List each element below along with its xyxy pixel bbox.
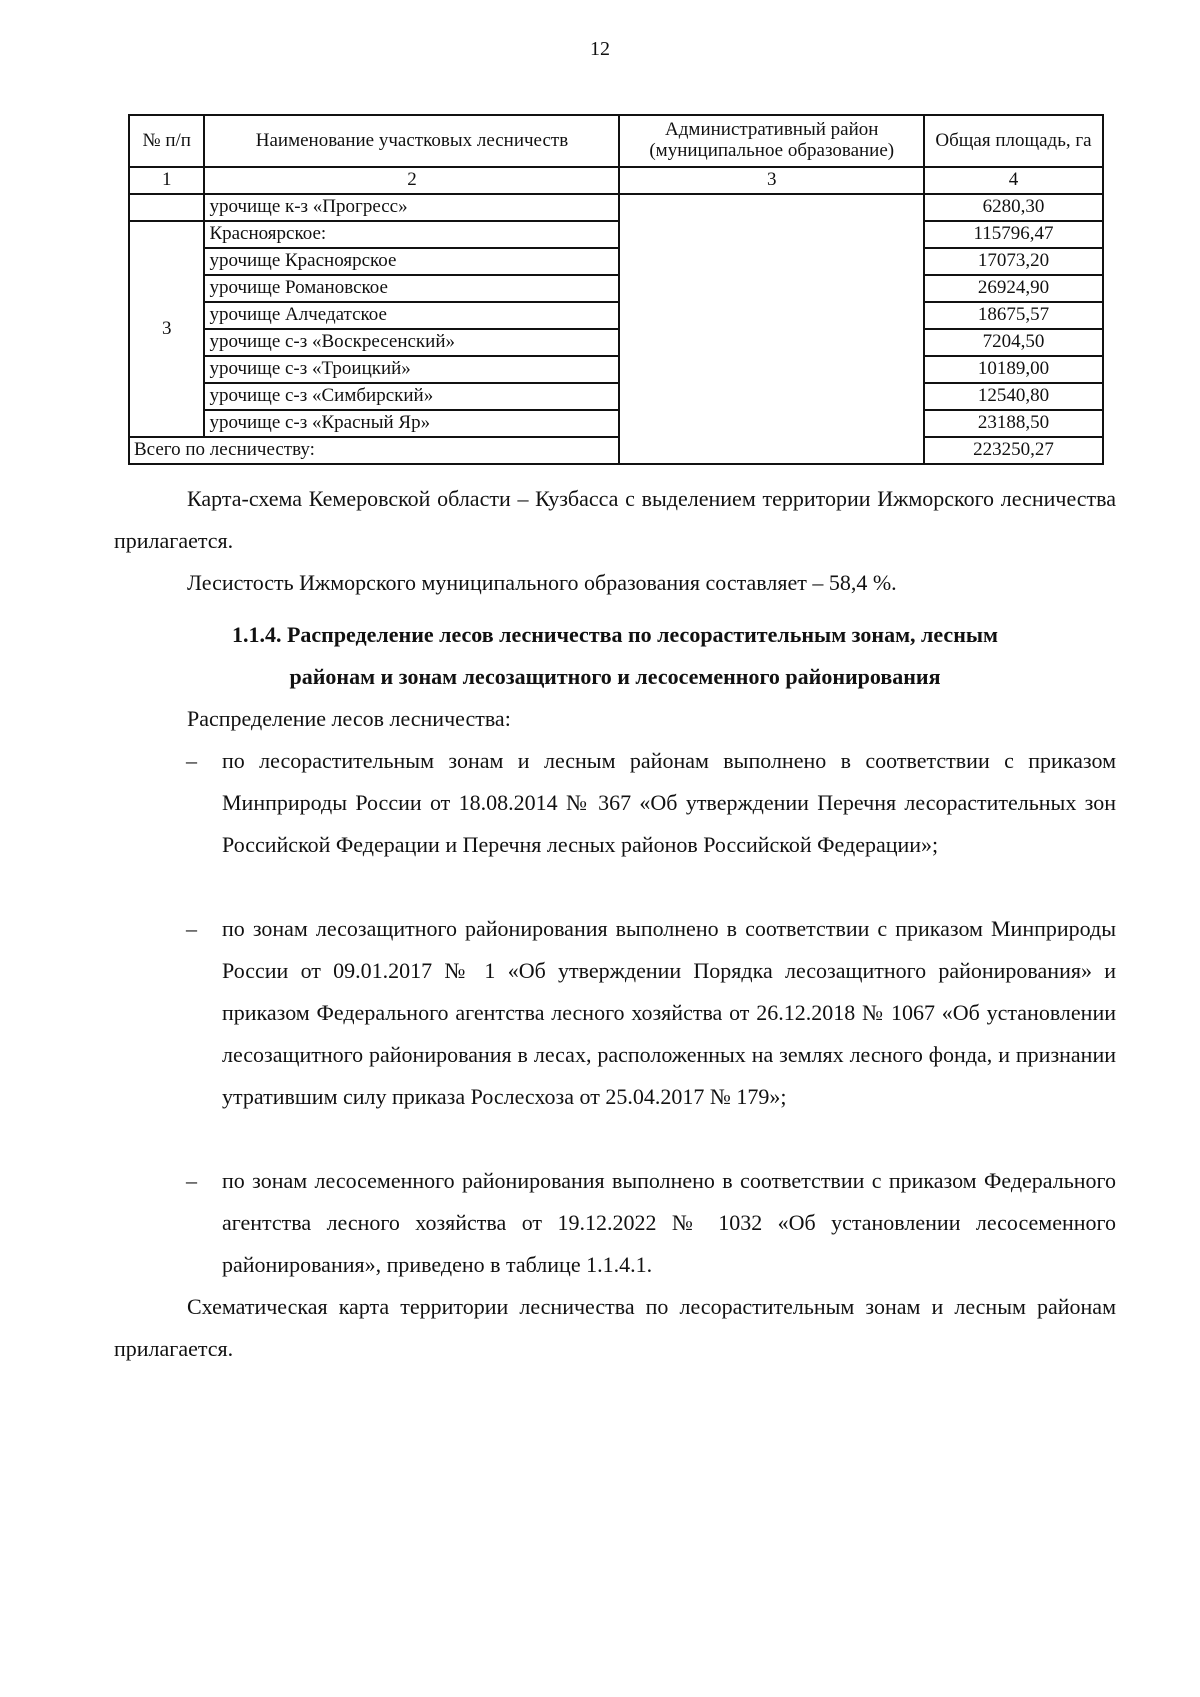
area-cell: 12540,80 <box>924 383 1103 410</box>
group-total-cell: 115796,47 <box>924 221 1103 248</box>
table-row <box>129 356 1103 383</box>
paragraph-schematic-map: Схематическая карта территории лесничества по лесорастительным зонам и лесным районам прилагается. <box>114 1294 1116 1361</box>
paragraph-forest-cover: Лесистость Ижморского муниципального образования составляет – 58,4 %. <box>187 570 897 595</box>
header-area: Общая площадь, га <box>924 115 1103 167</box>
total-label-cell: Всего по лесничеству: <box>129 437 924 464</box>
area-cell: 17073,20 <box>924 248 1103 275</box>
table-row <box>129 221 1103 248</box>
name-cell: урочище Романовское <box>204 275 619 302</box>
name-cell: урочище Алчедатское <box>204 302 619 329</box>
area-cell: 7204,50 <box>924 329 1103 356</box>
table-row <box>129 383 1103 410</box>
list-item-text: по зонам лесозащитного районирования выполнено в соответствии с приказом Минприроды России от 09.01.2017 № 1 «Об утверждении Порядка лесозащитного районирования» и приказом Федерального агентства лесного хозяйства от 26.12.2018 № 1067 «Об установлении лесозащитного районирования в лесах, расположенных на землях лесного фонда, и признании утратившим силу приказа Рослесхоза от 25.04.2017 № 179»; <box>222 916 1116 1109</box>
area-cell: 10189,00 <box>924 356 1103 383</box>
table-header-row <box>129 115 1103 167</box>
area-cell: 18675,57 <box>924 302 1103 329</box>
group-number-cell: 3 <box>129 221 204 437</box>
heading-line-2: районам и зонам лесозащитного и лесосеменного районирования <box>289 664 941 689</box>
total-value-cell: 223250,27 <box>924 437 1103 464</box>
table-total-row <box>129 437 1103 464</box>
table-row <box>129 410 1103 437</box>
index-cell: 4 <box>924 167 1103 194</box>
list-item <box>186 740 1116 866</box>
list-item <box>186 1160 1116 1286</box>
header-number: № п/п <box>129 115 204 167</box>
dash-marker: – <box>186 916 197 941</box>
name-cell: урочище Красноярское <box>204 248 619 275</box>
paragraph-map-note: Карта-схема Кемеровской области – Кузбасса с выделением территории Ижморского лесничества прилагается. <box>114 486 1116 553</box>
name-cell: урочище с-з «Воскресенский» <box>204 329 619 356</box>
list-item <box>186 908 1116 1118</box>
group-title-cell: Красноярское: <box>204 221 619 248</box>
area-cell: 26924,90 <box>924 275 1103 302</box>
table-row <box>129 275 1103 302</box>
dash-marker: – <box>186 748 197 773</box>
dash-marker: – <box>186 1168 197 1193</box>
section-heading <box>114 614 1116 698</box>
number-cell <box>129 194 204 221</box>
paragraph-distribution-intro: Распределение лесов лесничества: <box>187 706 511 731</box>
index-cell: 2 <box>204 167 619 194</box>
area-cell: 23188,50 <box>924 410 1103 437</box>
name-cell: урочище с-з «Симбирский» <box>204 383 619 410</box>
table-row <box>129 248 1103 275</box>
list-item-text: по лесорастительным зонам и лесным районам выполнено в соответствии с приказом Минприроды России от 18.08.2014 № 367 «Об утверждении Перечня лесорастительных зон Российской Федерации и Перечня лесных районов Российской Федерации»; <box>222 748 1116 857</box>
header-name: Наименование участковых лесничеств <box>204 115 619 167</box>
district-cell <box>619 194 923 464</box>
header-district: Административный район (муниципальное образование) <box>619 115 923 167</box>
heading-line-1: 1.1.4. Распределение лесов лесничества по лесорастительным зонам, лесным <box>231 622 999 647</box>
name-cell: урочище с-з «Красный Яр» <box>204 410 619 437</box>
index-cell: 1 <box>129 167 204 194</box>
table-row <box>129 194 1103 221</box>
table-index-row <box>129 167 1103 194</box>
table-row <box>129 329 1103 356</box>
name-cell: урочище с-з «Троицкий» <box>204 356 619 383</box>
table-row <box>129 302 1103 329</box>
area-cell: 6280,30 <box>924 194 1103 221</box>
index-cell: 3 <box>619 167 923 194</box>
page-number: 12 <box>590 38 610 60</box>
list-item-text: по зонам лесосеменного районирования выполнено в соответствии с приказом Федерального агентства лесного хозяйства от 19.12.2022 № 1032 «Об установлении лесосеменного районирования», приведено в таблице 1.1.4.1. <box>222 1168 1116 1277</box>
name-cell: урочище к-з «Прогресс» <box>204 194 619 221</box>
forestry-table <box>128 114 1104 465</box>
